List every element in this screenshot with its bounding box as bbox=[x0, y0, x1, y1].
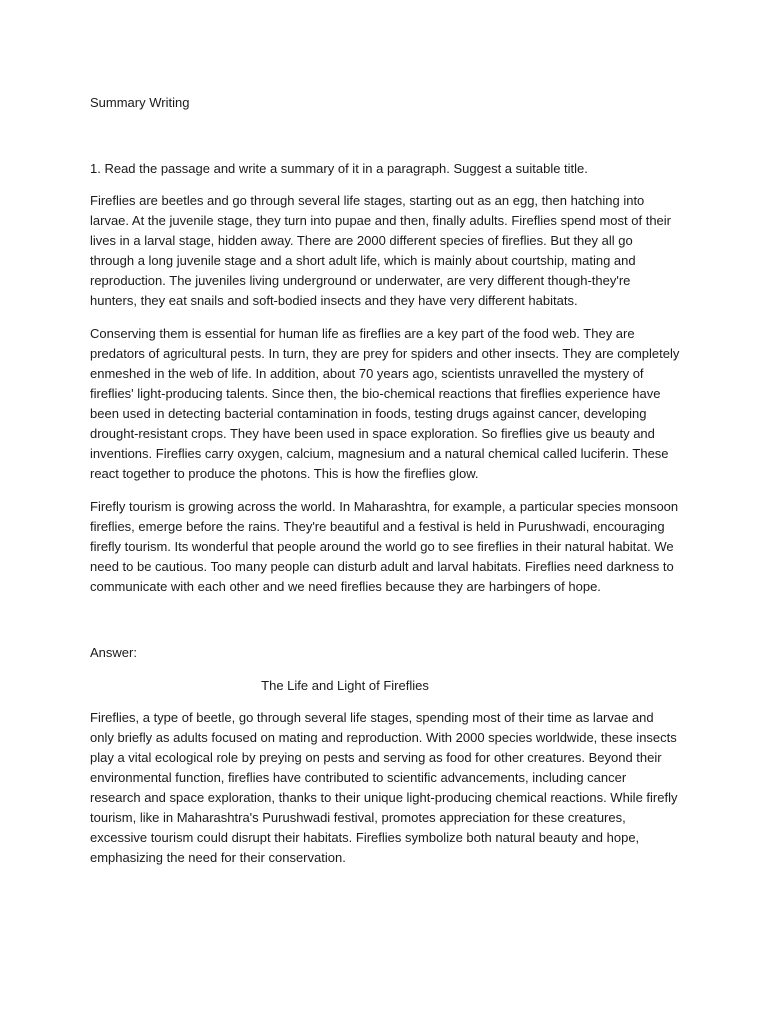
passage-paragraph-3: Firefly tourism is growing across the world. In Maharashtra, for example, a particular species monsoon fireflies, emerge before the rains. They're beautiful and a festival is held in Purushwadi, encouraging firefly tourism. Its wonderful that people around the world go to see fireflies in their natural habitat. We need to be cautious. Too many people can disturb adult and larval habitats. Fireflies need darkness to communicate with each other and we need fireflies because they are harbingers of hope. bbox=[90, 499, 679, 594]
answer-title: The Life and Light of Fireflies bbox=[261, 678, 429, 693]
document-heading: Summary Writing bbox=[90, 95, 190, 110]
passage-paragraph-1: Fireflies are beetles and go through several life stages, starting out as an egg, then hatching into larvae. At the juvenile stage, they turn into pupae and then, finally adults. Fireflies spend most of their lives in a larval stage, hidden away. There are 2000 different species of fireflies. But they all go through a long juvenile stage and a short adult life, which is mainly about courtship, mating and reproduction. The juveniles living underground or underwater, are very different though-they're hunters, they eat snails and soft-bodied insects and they have very different habitats. bbox=[90, 193, 672, 308]
question-text: 1. Read the passage and write a summary of it in a paragraph. Suggest a suitable title. bbox=[90, 161, 588, 176]
answer-label: Answer: bbox=[90, 645, 137, 660]
answer-paragraph: Fireflies, a type of beetle, go through several life stages, spending most of their time as larvae and only briefly as adults focused on mating and reproduction. With 2000 species worldwide, these insects play a vital ecological role by preying on pests and serving as food for other creatures. Beyond their environmental function, fireflies have contributed to scientific advancements, including cancer research and space exploration, thanks to their unique light-producing chemical reactions. While firefly tourism, like in Maharashtra's Purushwadi festival, promotes appreciation for these creatures, excessive tourism could disrupt their habitats. Fireflies symbolize both natural beauty and hope, emphasizing the need for their conservation. bbox=[90, 710, 678, 865]
passage-paragraph-2: Conserving them is essential for human life as fireflies are a key part of the food web. They are predators of agricultural pests. In turn, they are prey for spiders and other insects. They are completely enmeshed in the web of life. In addition, about 70 years ago, scientists unravelled the mystery of fireflies' light-producing talents. Since then, the bio-chemical reactions that fireflies experience have been used in detecting bacterial contamination in foods, testing drugs against cancer, developing drought-resistant crops. They have been used in space exploration. So fireflies give us beauty and inventions. Fireflies carry oxygen, calcium, magnesium and a natural chemical called luciferin. These react together to produce the photons. This is how the fireflies glow. bbox=[90, 326, 680, 481]
